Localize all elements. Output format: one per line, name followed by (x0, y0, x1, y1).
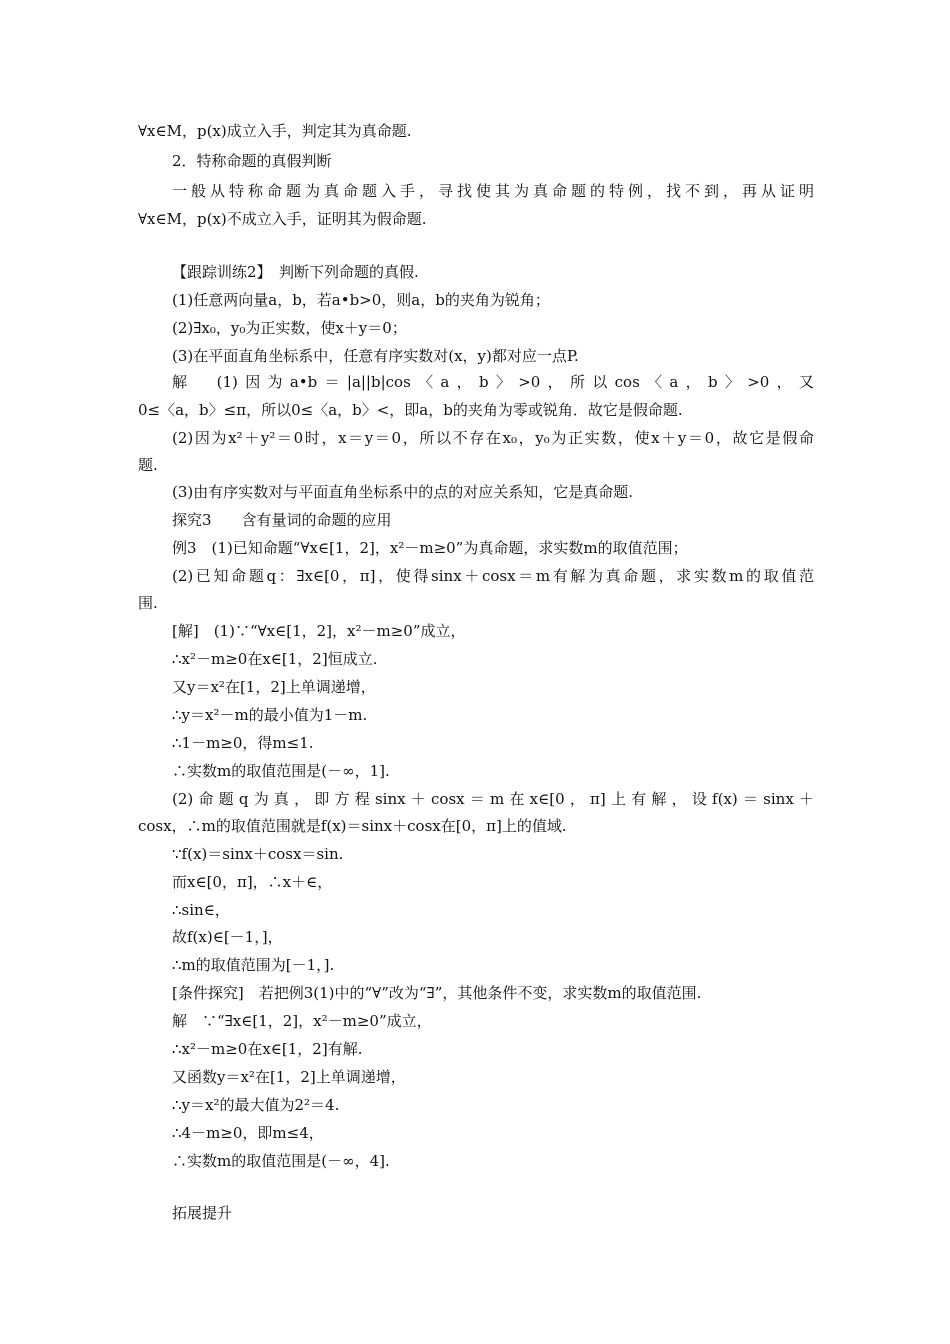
text-line: (2)已知命题q：∃x∈[0，π]，使得sinx＋cosx＝m有解为真命题，求实数m的取值范 (172, 567, 814, 585)
text-line: 解 ∵“∃x∈[1，2]，x²－m≥0”成立， (172, 1012, 432, 1030)
text-line: ∴实数m的取值范围是(－∞，1]. (172, 762, 390, 780)
text-line: (1)任意两向量a，b，若a•b>0，则a，b的夹角为锐角； (172, 291, 550, 309)
section-heading: 2．特称命题的真假判断 (172, 152, 332, 170)
text-line: ∀x∈M，p(x)不成立入手，证明其为假命题. (138, 210, 427, 228)
text-line: (2)因为x²＋y²＝0时，x＝y＝0，所以不存在x₀，y₀为正实数，使x＋y＝0，故它是假命 (172, 429, 814, 447)
text-line: ∴y＝x²的最大值为2²＝4. (172, 1096, 340, 1114)
text-line: 一般从特称命题为真命题入手，寻找使其为真命题的特例，找不到，再从证明 (172, 182, 814, 200)
text-line: ∵f(x)＝sinx＋cosx＝sin. (172, 845, 344, 863)
text-line: 例3 (1)已知命题“∀x∈[1，2]，x²－m≥0”为真命题，求实数m的取值范围； (172, 539, 688, 557)
section-heading: 探究3 含有量词的命题的应用 (172, 511, 392, 529)
text-line: cosx，∴m的取值范围就是f(x)＝sinx＋cosx在[0，π]上的值域. (138, 817, 567, 835)
text-line: (2)命题q为真，即方程sinx＋cosx＝m在x∈[0，π]上有解，设f(x)＝sinx＋ (172, 790, 814, 808)
text-line: [解] (1)∵“∀x∈[1，2]，x²－m≥0”成立， (172, 622, 466, 640)
text-line: ∴1－m≥0，得m≤1. (172, 734, 314, 752)
section-heading: 拓展提升 (172, 1204, 233, 1222)
text-line: 又y＝x²在[1，2]上单调递增， (172, 678, 376, 696)
text-line: (2)∃x₀，y₀为正实数，使x＋y＝0； (172, 319, 407, 337)
text-line: ∴x²－m≥0在x∈[1，2]恒成立. (172, 650, 378, 668)
text-line: ∀x∈M，p(x)成立入手，判定其为真命题. (138, 122, 412, 140)
text-line: 题. (138, 456, 158, 474)
text-line: 围. (138, 594, 158, 612)
text-line: ∴sin∈， (172, 901, 230, 919)
text-line: ∴x²－m≥0在x∈[1，2]有解. (172, 1040, 363, 1058)
text-line: (3)由有序实数对与平面直角坐标系中的点的对应关系知，它是真命题. (172, 483, 634, 501)
text-line: 解 (1)因为a•b＝|a||b|cos〈a，b〉>0，所以cos〈a，b〉>0，又 (172, 373, 814, 391)
text-line: ∴4－m≥0，即m≤4， (172, 1124, 324, 1142)
exercise-heading: 【跟踪训练2】 判断下列命题的真假. (172, 263, 419, 281)
text-line: (3)在平面直角坐标系中，任意有序实数对(x，y)都对应一点P. (172, 347, 579, 365)
text-line: ∴m的取值范围为[－1，]. (172, 956, 335, 974)
text-line: 而x∈[0，π]，∴x＋∈， (172, 873, 333, 891)
text-line: 故f(x)∈[－1，]， (172, 928, 283, 946)
text-line: [条件探究] 若把例3(1)中的“∀”改为“∃”，其他条件不变，求实数m的取值范围. (172, 984, 702, 1002)
text-line: ∴y＝x²－m的最小值为1－m. (172, 706, 368, 724)
text-line: 0≤〈a，b〉≤π，所以0≤〈a，b〉<，即a，b的夹角为零或锐角．故它是假命题. (138, 401, 683, 419)
text-line: 又函数y＝x²在[1，2]上单调递增， (172, 1068, 406, 1086)
text-line: ∴实数m的取值范围是(－∞，4]. (172, 1152, 390, 1170)
